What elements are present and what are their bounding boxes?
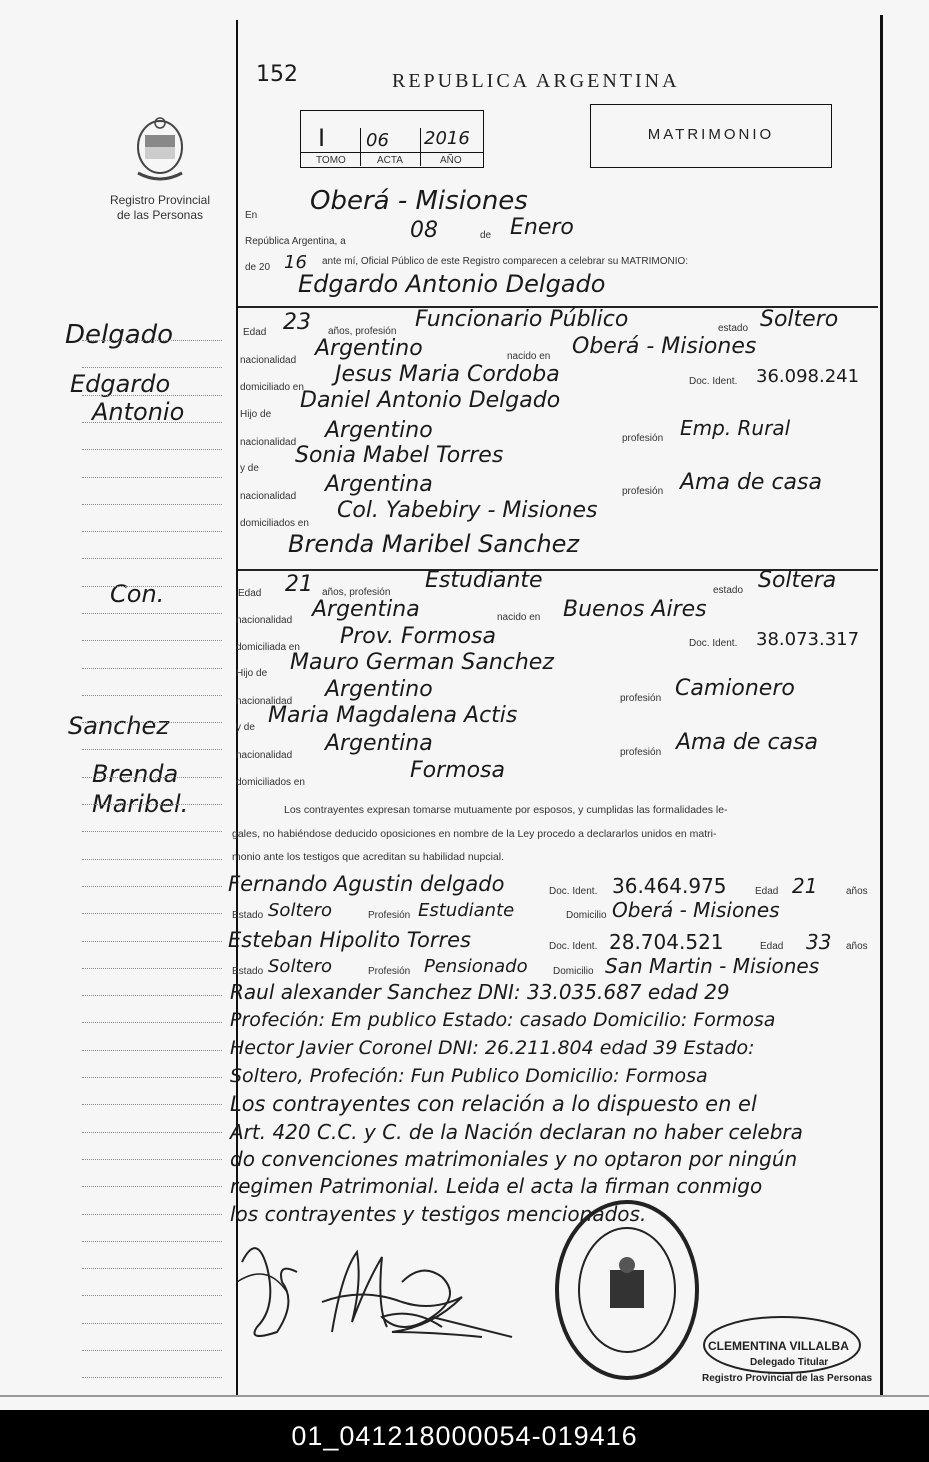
note-line-5: Los contrayentes con relación a lo dispuesto en el <box>230 1092 757 1116</box>
margin-dotted-line <box>82 504 222 505</box>
bride-estado: Soltera <box>758 568 837 593</box>
margin-dotted-line <box>82 586 222 587</box>
groom-mother-prof-label: profesión <box>622 486 664 497</box>
groom-father: Daniel Antonio Delgado <box>300 388 561 413</box>
witness-2-doc: 28.704.521 <box>609 930 724 954</box>
bride-father-prof-label: profesión <box>620 693 662 704</box>
margin-dotted-line <box>82 367 222 368</box>
witness-2-edad: 33 <box>806 930 832 954</box>
official-title: Delegado Titular <box>750 1357 829 1368</box>
margin-dotted-line <box>82 613 222 614</box>
note-line-9: los contrayentes y testigos mencionados. <box>230 1202 647 1226</box>
intro-text: ante mí, Oficial Público de este Registro comparecen a celebrar su MATRIMONIO: <box>322 256 689 267</box>
ano-label: AÑO <box>440 155 462 166</box>
witness-1-estado-label: Estado <box>232 910 264 921</box>
bride-nacionalidad: Argentina <box>312 597 420 622</box>
witness-2-dom-label: Domicilio <box>553 966 594 977</box>
note-line-3: Hector Javier Coronel DNI: 26.211.804 edad 39 Estado: <box>230 1037 755 1059</box>
witness-2-doc-label: Doc. Ident. <box>549 941 598 952</box>
note-line-7: do convenciones matrimoniales y no optaron por ningún <box>230 1147 798 1171</box>
republica-label: República Argentina, a <box>245 236 346 247</box>
margin-dotted-line <box>82 995 222 996</box>
note-line-8: regimen Patrimonial. Leida el acta la firman conmigo <box>230 1174 763 1198</box>
bride-doc: 38.073.317 <box>756 629 860 650</box>
margin-dotted-line <box>82 1295 222 1296</box>
groom-hijo-label: Hijo de <box>240 409 272 420</box>
groom-father-nac-label: nacionalidad <box>240 437 297 448</box>
acta-label: ACTA <box>377 155 403 166</box>
en-label: En <box>245 210 258 221</box>
bride-mother: Maria Magdalena Actis <box>268 703 518 728</box>
bride-father: Mauro German Sanchez <box>290 650 554 675</box>
bride-dom-label: domiciliada en <box>236 642 300 653</box>
bride-estado-label: estado <box>713 585 744 596</box>
witness-2-estado: Soltero <box>268 956 332 977</box>
margin-dotted-line <box>82 1077 222 1078</box>
month-value: Enero <box>510 215 574 240</box>
groom-yde-label: y de <box>240 463 259 474</box>
groom-father-prof-label: profesión <box>622 433 664 444</box>
declaration-line-2: gales, no habiéndose deducido oposiciones en nombre de la Ley procedo a declararlos unidos en matri- <box>232 828 717 840</box>
bride-doc-label: Doc. Ident. <box>689 638 738 649</box>
margin-dotted-line <box>82 1214 222 1215</box>
bride-yde-label: y de <box>236 722 255 733</box>
note-line-4: Soltero, Profeción: Fun Publico Domicilio: Formosa <box>230 1065 708 1087</box>
margin-dotted-line <box>82 640 222 641</box>
groom-dom-label: domiciliado en <box>240 382 304 393</box>
groom-mother-prof: Ama de casa <box>680 470 822 495</box>
witness-1-doc: 36.464.975 <box>612 874 727 898</box>
margin-dotted-line <box>82 558 222 559</box>
margin-dotted-line <box>82 340 222 341</box>
margin-dotted-line <box>82 477 222 478</box>
groom-mother-nac-label: nacionalidad <box>240 491 297 502</box>
groom-father-nac: Argentino <box>325 418 433 443</box>
margin-groom-name-1: Edgardo <box>70 370 171 398</box>
witness-2-anos-label: años <box>846 941 868 952</box>
groom-estado: Soltero <box>760 307 839 332</box>
bride-father-nac-label: nacionalidad <box>236 696 293 707</box>
margin-dotted-line <box>82 886 222 887</box>
margin-bride-name-1: Brenda <box>92 760 179 788</box>
bride-edad: 21 <box>285 572 313 597</box>
margin-dotted-line <box>82 695 222 696</box>
place-value: Oberá - Misiones <box>310 186 528 216</box>
doc-type: MATRIMONIO <box>647 126 775 143</box>
bride-father-nac: Argentino <box>325 677 433 702</box>
acta-value: 06 <box>366 130 389 151</box>
margin-dotted-line <box>82 913 222 914</box>
declaration-line-1: Los contrayentes expresan tomarse mutuamente por esposos, y cumplidas las formalidades le- <box>284 804 728 816</box>
margin-dotted-line <box>82 1132 222 1133</box>
groom-full-name: Edgardo Antonio Delgado <box>298 270 606 298</box>
witness-1-estado: Soltero <box>268 900 332 921</box>
bride-profesion: Estudiante <box>425 568 543 593</box>
bride-domicilio: Prov. Formosa <box>340 624 496 649</box>
bride-parents-dom-label: domiciliados en <box>236 777 305 788</box>
margin-dotted-line <box>82 941 222 942</box>
bride-prof-label: años, profesión <box>322 587 391 598</box>
box-sep-1 <box>360 128 361 166</box>
groom-parents-dom: Col. Yabebiry - Misiones <box>337 498 598 523</box>
margin-groom-surname: Delgado <box>65 320 174 350</box>
margin-dotted-line <box>82 859 222 860</box>
margin-bride-name-2: Maribel. <box>92 790 189 818</box>
witness-2-estado-label: Estado <box>232 966 264 977</box>
margin-con: Con. <box>110 580 165 608</box>
witness-1-dom-label: Domicilio <box>566 910 607 921</box>
bride-edad-label: Edad <box>238 588 262 599</box>
groom-parents-dom-label: domiciliados en <box>240 518 309 529</box>
witness-1-edad-label: Edad <box>755 886 779 897</box>
witness-2-name: Esteban Hipolito Torres <box>228 928 471 952</box>
witness-2-prof: Pensionado <box>424 956 528 977</box>
groom-estado-label: estado <box>718 323 749 334</box>
groom-domicilio: Jesus Maria Cordoba <box>335 362 560 387</box>
groom-mother: Sonia Mabel Torres <box>295 443 504 468</box>
registry-name <box>80 193 240 223</box>
note-line-2: Profeción: Em publico Estado: casado Domicilio: Formosa <box>230 1009 776 1031</box>
groom-edad-label: Edad <box>243 327 267 338</box>
declaration-line-3: monio ante los testigos que acreditan su habilidad nupcial. <box>232 851 505 863</box>
margin-dotted-line <box>82 1377 222 1378</box>
witness-1-doc-label: Doc. Ident. <box>549 886 598 897</box>
groom-nacido-label: nacido en <box>507 351 551 362</box>
note-line-1: Raul alexander Sanchez DNI: 33.035.687 edad 29 <box>230 980 730 1004</box>
margin-dotted-line <box>82 1241 222 1242</box>
groom-profesion: Funcionario Público <box>415 307 629 332</box>
note-line-6: Art. 420 C.C. y C. de la Nación declaran no haber celebra <box>230 1120 803 1144</box>
witness-1-edad: 21 <box>792 874 818 898</box>
margin-dotted-line <box>82 449 222 450</box>
margin-dotted-line <box>82 777 222 778</box>
margin-dotted-line <box>82 1186 222 1187</box>
groom-nac-label: nacionalidad <box>240 355 297 366</box>
margin-dotted-line <box>82 1050 222 1051</box>
margin-dotted-line <box>82 1268 222 1269</box>
margin-dotted-line <box>82 722 222 723</box>
bride-nacido-label: nacido en <box>497 612 541 623</box>
tomo-label: TOMO <box>316 155 346 166</box>
year-prefix: de 20 <box>245 262 271 273</box>
witness-2-dom: San Martin - Misiones <box>605 954 820 978</box>
groom-edad: 23 <box>283 310 311 335</box>
tomo-value: I <box>318 124 326 152</box>
groom-father-prof: Emp. Rural <box>680 416 791 440</box>
ano-value: 2016 <box>424 128 470 149</box>
witness-2-edad-label: Edad <box>760 941 784 952</box>
day-value: 08 <box>410 218 438 243</box>
right-frame-line <box>880 15 883 1395</box>
coat-of-arms-icon <box>130 115 190 185</box>
margin-dotted-line <box>82 668 222 669</box>
official-stamp <box>552 1195 702 1385</box>
margin-dotted-line <box>82 1159 222 1160</box>
groom-doc: 36.098.241 <box>756 366 860 387</box>
bride-nac-label: nacionalidad <box>236 615 293 626</box>
registry-line-1: Registro Provincial <box>109 193 211 207</box>
official-org: Registro Provincial de las Personas <box>702 1373 873 1384</box>
bride-parents-dom: Formosa <box>410 758 505 783</box>
box-divider <box>300 152 484 153</box>
margin-dotted-line <box>82 395 222 396</box>
margin-dotted-line <box>82 1350 222 1351</box>
margin-dotted-line <box>82 531 222 532</box>
margin-dotted-line <box>82 1323 222 1324</box>
witness-1-anos-label: años <box>846 886 868 897</box>
signatures <box>232 1222 552 1352</box>
groom-nacido: Oberá - Misiones <box>572 334 757 359</box>
margin-dotted-line <box>82 749 222 750</box>
country-title: REPUBLICA ARGENTINA <box>392 70 680 92</box>
year-suffix: 16 <box>284 252 307 273</box>
bride-mother-prof: Ama de casa <box>676 730 818 755</box>
witness-1-dom: Oberá - Misiones <box>612 898 780 922</box>
margin-dotted-line <box>82 804 222 805</box>
margin-bride-surname: Sanchez <box>68 712 169 740</box>
witness-1-prof: Estudiante <box>418 900 515 921</box>
witness-1-prof-label: Profesión <box>368 910 411 921</box>
bride-mother-nac-label: nacionalidad <box>236 750 293 761</box>
margin-dotted-line <box>82 831 222 832</box>
margin-dotted-line <box>82 422 222 423</box>
box-sep-2 <box>420 128 421 166</box>
registry-line-2: de las Personas <box>116 208 204 222</box>
margin-dotted-line <box>82 1022 222 1023</box>
groom-doc-label: Doc. Ident. <box>689 376 738 387</box>
bottom-edge <box>0 1395 929 1397</box>
margin-dotted-line <box>82 1104 222 1105</box>
groom-nacionalidad: Argentino <box>315 336 423 361</box>
bride-full-name: Brenda Maribel Sanchez <box>288 530 580 558</box>
witness-2-prof-label: Profesión <box>368 966 411 977</box>
folio-number: 152 <box>256 62 298 87</box>
margin-groom-name-2: Antonio <box>92 398 185 426</box>
margin-dotted-line <box>82 968 222 969</box>
de-label: de <box>480 230 492 241</box>
bride-hijo-label: Hijo de <box>236 668 268 679</box>
bride-nacido: Buenos Aires <box>563 597 707 622</box>
bride-mother-nac: Argentina <box>325 731 433 756</box>
bride-mother-prof-label: profesión <box>620 747 662 758</box>
official-name: CLEMENTINA VILLALBA <box>708 1339 849 1353</box>
witness-1-name: Fernando Agustin delgado <box>228 872 505 896</box>
groom-mother-nac: Argentina <box>325 472 433 497</box>
groom-prof-label: años, profesión <box>328 326 397 337</box>
footer-id: 01_041218000054-019416 <box>0 1410 929 1462</box>
bride-father-prof: Camionero <box>675 676 795 701</box>
